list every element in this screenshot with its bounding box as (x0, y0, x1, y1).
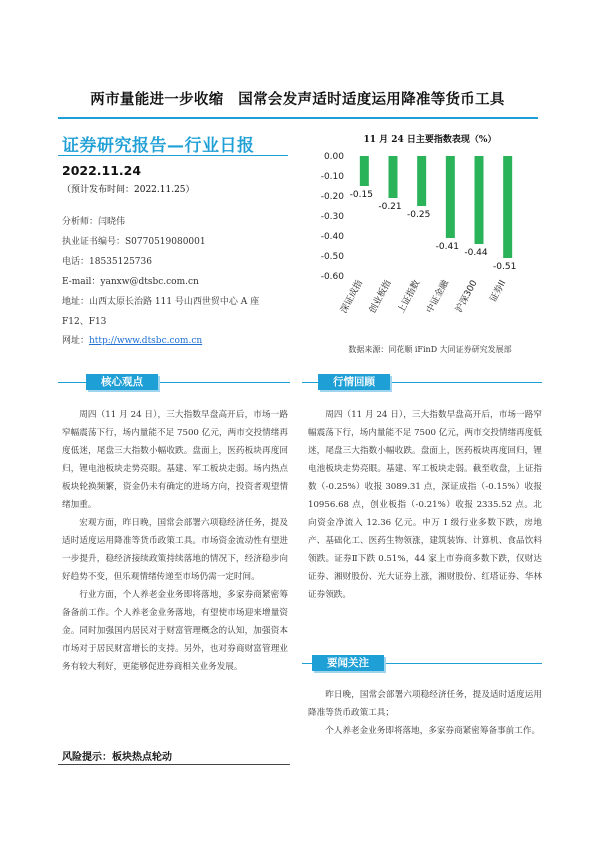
analyst-address-line2: F12、F13 (62, 317, 107, 327)
core-view-paragraph: 行业方面，个人养老金业务即将落地，多家券商紧密筹备备前工作。个人养老金业务落地，有望使市场迎来增量资金。同时加强国内居民对于财富管理概念的认知，加强资本市场对于居民财富增长的支持。另外，也对券商财富管理业务有较大利好，更能够促进券商相关业务发展。 (62, 590, 288, 672)
chart-bar (360, 156, 369, 186)
publish-time: （预计发布时间：2022.11.25） (62, 185, 195, 195)
website-label: 网址： (62, 336, 90, 346)
section-core-view: 核心观点 (86, 374, 158, 390)
y-tick-label: 0.00 (323, 152, 344, 162)
bar-value-label: -0.41 (435, 242, 459, 252)
y-tick-label: -0.60 (320, 272, 344, 282)
analyst-address: 地址：山西太原长治路 111 号山西世贸中心 A 座 (62, 297, 260, 307)
x-tick-label: 深证成指 (339, 278, 365, 316)
y-tick-label: -0.40 (320, 232, 344, 242)
x-tick-label: 创业板指 (367, 278, 394, 316)
report-type-divider (58, 155, 288, 156)
x-tick-label: 沪深300 (454, 278, 480, 315)
analyst-phone: 电话：18535125736 (62, 257, 152, 267)
bar-value-label: -0.51 (493, 262, 517, 272)
y-tick-label: -0.30 (320, 212, 344, 222)
chart-bar (475, 156, 484, 244)
page-headline: 两市量能进一步收缩 国常会发声适时适度运用降准等货币工具 (90, 92, 505, 108)
news-paragraph: 昨日晚，国常会部署六项稳经济任务，提及适时适度运用降准等货币政策工具； (308, 690, 542, 718)
core-view-paragraph: 周四（11 月 24 日），三大指数早盘高开后，市场一路窄幅震荡下行，场内量能不足 7500 亿元，两市交投情绪再度低迷，尾盘三大指数小幅收跌。盘面上，医药板块再度回归，锂电池板块走势亮眼。基建、军工板块走弱。场内热点板块轮换频繁，资金仍未有确定的进场方向，投资者观望情绪加重。 (62, 410, 288, 510)
bar-value-label: -0.15 (349, 190, 373, 200)
y-tick-label: -0.20 (320, 192, 344, 202)
report-date: 2022.11.24 (62, 163, 142, 178)
report-type-title: 证券研究报告—行业日报 (62, 136, 255, 156)
analyst-website (62, 335, 202, 348)
chart-source: 数据来源：同花顺 iFinD 大同证券研究发展部 (348, 345, 512, 354)
index-performance-chart (300, 148, 550, 340)
news-body (308, 686, 542, 740)
chart-bar (503, 156, 512, 258)
market-review-body (308, 406, 542, 604)
website-link[interactable]: http://www.dtsbc.com.cn (89, 336, 203, 346)
section-market-review: 行情回顾 (318, 374, 390, 390)
bar-value-label: -0.21 (378, 202, 402, 212)
bar-value-label: -0.25 (407, 210, 431, 220)
x-tick-label: 上证指数 (396, 278, 423, 316)
x-tick-label: 中证金融 (425, 278, 451, 316)
y-tick-label: -0.10 (320, 172, 344, 182)
bar-value-label: -0.44 (464, 248, 488, 258)
analyst-email: E-mail：yanxw@dtsbc.com.cn (62, 277, 199, 287)
chart-bar (389, 156, 398, 198)
analyst-name: 分析师：闫晓伟 (62, 217, 126, 227)
market-review-paragraph: 周四（11 月 24 日），三大指数早盘高开后，市场一路窄幅震荡下行，场内量能不足 7500 亿元，两市交投情绪再度低迷，尾盘三大指数小幅收跌。盘面上，医药板块再度回归，锂电池板块走势亮眼。基建、军工板块走弱。截至收盘，上证指数（-0.25%）收报 3089.31 点，深证成指（-0.15%）收报 10956.68 点，创业板指（-0.21%）收报 2335.52 点。北向资金净流入 12.36 亿元。申万 I 级行业多数下跌，房地产、基础化工、医药生物领涨，建筑装饰、计算机、食品饮料领跌。证券Ⅱ下跌 0.51%，44 家上市券商多数下跌，仅财达证券、湘财股份、光大证券上涨，湘财股份、红塔证券、华林证券领跌。 (308, 410, 542, 600)
core-view-body (62, 406, 288, 676)
chart-title: 11 月 24 日主要指数表现（%） (363, 135, 497, 145)
header-divider (58, 117, 538, 119)
risk-warning: 风险提示：板块热点轮动 (62, 752, 172, 763)
x-tick-label: 证券II (488, 278, 509, 304)
y-tick-label: -0.50 (320, 252, 344, 262)
chart-bar (417, 156, 426, 206)
analyst-license: 执业证书编号：S0770519080001 (62, 237, 206, 247)
section-news: 要闻关注 (312, 655, 384, 671)
risk-divider (58, 764, 290, 765)
chart-bar (446, 156, 455, 238)
news-paragraph: 个人养老金业务即将落地，多家券商紧密筹备事前工作。 (325, 726, 541, 736)
core-view-paragraph: 宏观方面，昨日晚，国常会部署六项稳经济任务，提及适时适度运用降准等货币政策工具。市场资金流动性有望进一步提升，稳经济接续政策持续落地的情况下，经济稳步向好趋势不变，但乐观情绪传递至市场仍需一定时间。 (62, 518, 288, 582)
